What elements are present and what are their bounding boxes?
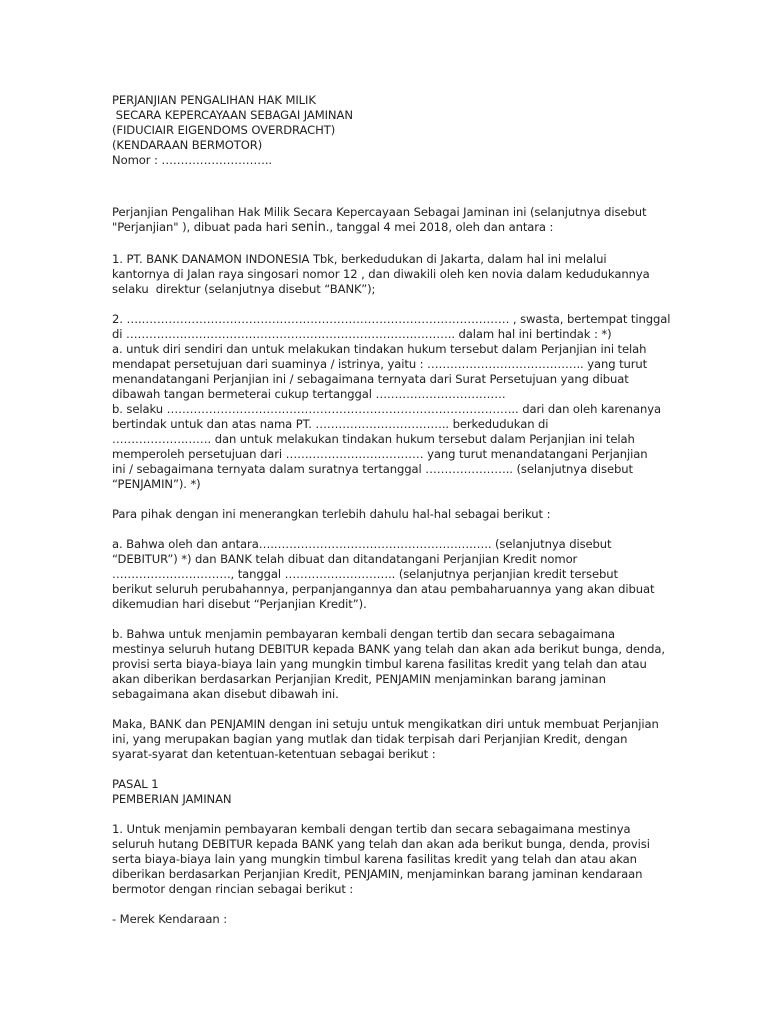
paragraph-line: [112, 220, 672, 237]
document-body: [112, 93, 672, 927]
spacer: [112, 190, 672, 205]
recital-b-paragraph: [112, 627, 672, 702]
spacer: [112, 702, 672, 717]
paragraph-line: di ………………………………………………………………………….. dalam hal ini bertindak : *): [112, 327, 612, 341]
paragraph-line: 1. PT. BANK DANAMON INDONESIA Tbk, berkedudukan di Jakarta, dalam hal ini melalui: [112, 252, 607, 266]
spacer: [112, 762, 672, 777]
paragraph-line: 1. Untuk menjamin pembayaran kembali dengan tertib dan secara sebagaimana mestinya: [112, 822, 631, 836]
paragraph-line: bertindak untuk dan atas nama PT. …………………………….. berkedudukan di: [112, 417, 549, 431]
subtitle-line: (KENDARAAN BERMOTOR): [112, 138, 263, 152]
paragraph-line: selaku direktur (selanjutnya disebut “BANK”);: [112, 282, 376, 296]
recital-intro: Para pihak dengan ini menerangkan terlebih dahulu hal-hal sebagai berikut :: [112, 507, 551, 521]
paragraph-line: Perjanjian Pengalihan Hak Milik Secara Kepercayaan Sebagai Jaminan ini (selanjutnya disebut: [112, 205, 647, 219]
document-header: [112, 93, 672, 168]
pasal-1-section: [112, 777, 672, 927]
intro-paragraph: [112, 205, 672, 237]
spacer: [112, 492, 672, 507]
spacer: [112, 612, 672, 627]
paragraph-line: ini, yang merupakan bagian yang mutlak dan tidak terpisah dari Perjanjian Kredit, dengan: [112, 732, 628, 746]
party-one-paragraph: [112, 252, 672, 297]
paragraph-line: …………………………., tanggal ……………………….. (selanjutnya perjanjian kredit tersebut: [112, 567, 618, 581]
day-name: senin: [291, 220, 326, 235]
paragraph-line: “DEBITUR”) *) dan BANK telah dibuat dan ditandatangani Perjanjian Kredit nomor: [112, 552, 578, 566]
spacer: [112, 237, 672, 252]
paragraph-line: sebagaimana akan disebut dibawah ini.: [112, 687, 339, 701]
document-number: Nomor : ………………………..: [112, 153, 273, 167]
subtitle-line: (FIDUCIAIR EIGENDOMS OVERDRACHT): [112, 123, 336, 137]
agreement-paragraph: [112, 717, 672, 762]
paragraph-line: bermotor dengan rincian sebagai berikut :: [112, 882, 354, 896]
text-segment: "Perjanjian" ), dibuat pada hari: [112, 220, 292, 234]
paragraph-line: Maka, BANK dan PENJAMIN dengan ini setuju untuk mengikatkan diri untuk membuat Perjanjian: [112, 717, 659, 731]
paragraph-line: a. untuk diri sendiri dan untuk melakukan tindakan hukum tersebut dalam Perjanjian ini telah: [112, 342, 647, 356]
paragraph-line: syarat-syarat dan ketentuan-ketentuan sebagai berikut :: [112, 747, 436, 761]
recital-a-paragraph: [112, 537, 672, 612]
paragraph-line: serta biaya-biaya lain yang mungkin timbul karena fasilitas kredit yang telah dan atau akan: [112, 852, 637, 866]
paragraph-line: dibawah tangan bermeterai cukup tertanggal …………………………….: [112, 387, 506, 401]
section-title: PEMBERIAN JAMINAN: [112, 792, 232, 806]
paragraph-line: mestinya seluruh hutang DEBITUR kepada BANK yang telah dan akan ada berikut bunga, denda,: [112, 642, 665, 656]
paragraph-line: 2. ….…………………………………………………………………………………… , swasta, bertempat tinggal: [112, 312, 671, 326]
spacer: [112, 297, 672, 312]
paragraph-line: memperoleh persetujuan dari ……………………………… yang turut menandatangani Perjanjian: [112, 447, 648, 461]
paragraph-line: a. Bahwa oleh dan antara….…………………………………………….….. (selanjutnya disebut: [112, 537, 612, 551]
spacer: [112, 522, 672, 537]
paragraph-line: seluruh hutang DEBITUR kepada BANK yang telah dan akan ada berikut bunga, denda, provisi: [112, 837, 650, 851]
text-segment: ., tanggal 4 mei 2018, oleh dan antara :: [325, 220, 554, 234]
party-two-paragraph: [112, 312, 672, 492]
paragraph-line: berikut seluruh perubahannya, perpanjangannya dan atau pembaharuannya yang akan dibuat: [112, 582, 655, 596]
paragraph-line: b. Bahwa untuk menjamin pembayaran kembali dengan tertib dan secara sebagaimana: [112, 627, 616, 641]
section-number: PASAL 1: [112, 777, 159, 791]
paragraph-line: b. selaku ……………………………………………………………………………….. dari dan oleh karenanya: [112, 402, 662, 416]
paragraph-line: kantornya di Jalan raya singosari nomor 12 , dan diwakili oleh ken novia dalam kedudukannya: [112, 267, 650, 281]
paragraph-line: ini / sebagaimana ternyata dalam suratnya tertanggal ………………….. (selanjutnya disebut: [112, 462, 633, 476]
paragraph-line: diberikan berdasarkan Perjanjian Kredit, PENJAMIN, menjaminkan barang jaminan kendaraan: [112, 867, 643, 881]
spacer: [112, 807, 672, 822]
spacer: [112, 168, 672, 190]
paragraph-line: mendapat persetujuan dari suaminya / istrinya, yaitu : ………………………………….. yang turut: [112, 357, 648, 371]
spacer: [112, 897, 672, 912]
title-line: PERJANJIAN PENGALIHAN HAK MILIK: [112, 93, 316, 107]
paragraph-line: “PENJAMIN”). *): [112, 477, 201, 491]
subtitle-line: SECARA KEPERCAYAAN SEBAGAI JAMINAN: [112, 108, 353, 122]
vehicle-brand-field: - Merek Kendaraan :: [112, 912, 228, 926]
paragraph-line: ……………….……. dan untuk melakukan tindakan hukum tersebut dalam Perjanjian ini telah: [112, 432, 635, 446]
paragraph-line: akan diberikan berdasarkan Perjanjian Kredit, PENJAMIN menjaminkan barang jaminan: [112, 672, 606, 686]
paragraph-line: menandatangani Perjanjian ini / sebagaimana ternyata dari Surat Persetujuan yang dibuat: [112, 372, 629, 386]
paragraph-line: dikemudian hari disebut “Perjanjian Kredit”).: [112, 597, 367, 611]
paragraph-line: provisi serta biaya-biaya lain yang mungkin timbul karena fasilitas kredit yang telah dan atau: [112, 657, 647, 671]
